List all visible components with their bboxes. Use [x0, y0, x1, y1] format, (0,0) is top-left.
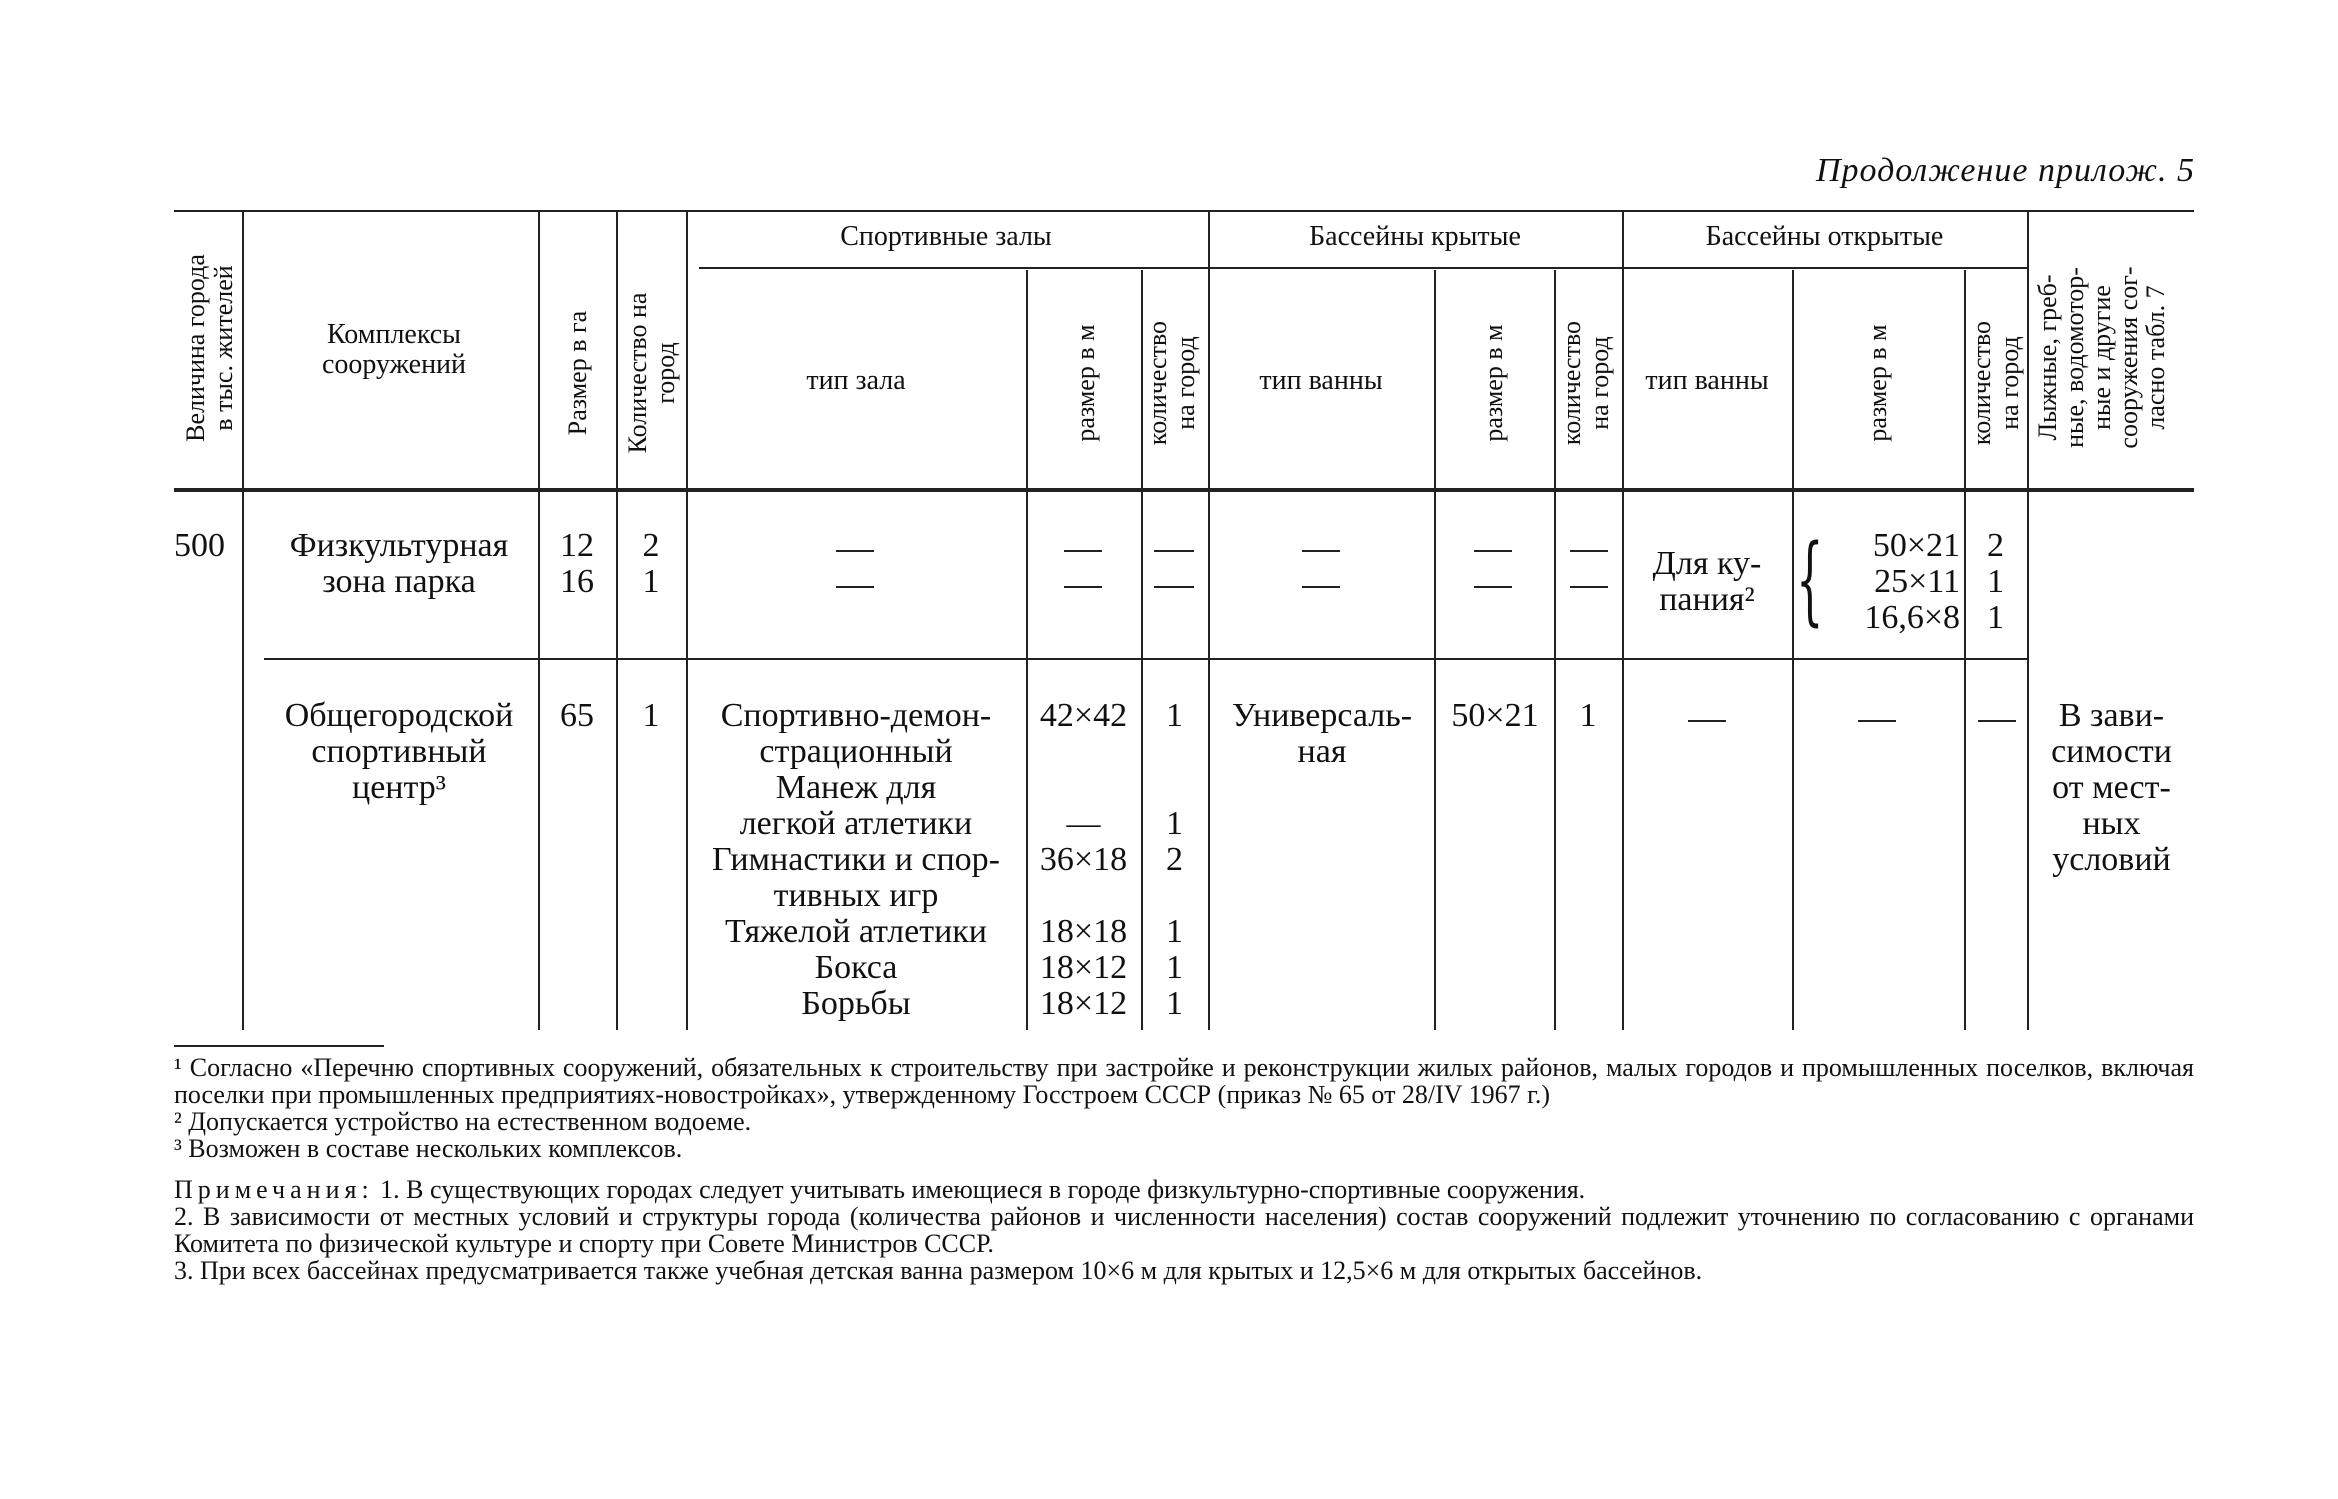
center-indoor-bath-type: Универсаль- ная [1231, 697, 1413, 770]
center-hall-qty: 1 1 2 1 1 1 [1166, 697, 1183, 1022]
center-indoor-qty: 1 [1579, 697, 1597, 734]
dash-mark [1154, 550, 1194, 552]
footnote-3: ³ Возможен в составе нескольких комплексов. [174, 1134, 683, 1163]
col-divider [242, 210, 244, 1030]
header-city-size: Величина города в тыс. жителей [181, 254, 238, 442]
center-complex-name: Общегородской спортивный центр³ [284, 697, 514, 806]
footnote-2: ² Допускается устройство на естественном водоеме. [174, 1107, 752, 1136]
col-divider [616, 210, 618, 1030]
dash-mark [1302, 550, 1340, 552]
header-outdoor-qty: количество на город [1967, 320, 2024, 446]
col-divider [538, 210, 540, 1030]
center-size-ga: 65 [560, 697, 594, 734]
notes-label: Примечания: [174, 1175, 374, 1204]
park-qty: 2 1 [642, 527, 660, 600]
note-3: 3. При всех бассейнах предусматривается также учебная детская ванна размером 10×6 м для крытых и 12,5×6 м для открытых бассейнов. [174, 1256, 1703, 1285]
note-2: 2. В зависимости от местных условий и структуры города (количества районов и численности населения) состав сооружений подлежит уточнению по согласованию с органами Комитета по физической культуре и спорту при Совете Министров СССР. [174, 1202, 2194, 1258]
dash-mark [1858, 720, 1896, 722]
header-outdoor-bath-type: тип ванны [1645, 365, 1769, 396]
col-divider [1434, 270, 1436, 1030]
dash-mark [1064, 586, 1102, 588]
dash-mark [1064, 550, 1102, 552]
col-divider [1964, 270, 1966, 1030]
notes [174, 1176, 2194, 1284]
col-divider [2027, 210, 2029, 1030]
center-hall-sizes: 42×42 — 36×18 18×18 18×12 18×12 [1039, 697, 1128, 1022]
header-hall-qty: количество на город [1143, 320, 1200, 446]
center-qty: 1 [642, 697, 660, 734]
header-sport-halls: Спортивные залы [840, 221, 1052, 252]
header-indoor-qty: количество на город [1557, 320, 1614, 446]
col-divider [1792, 270, 1794, 1030]
sports-facilities-table [174, 210, 2194, 1035]
dash-mark [1474, 550, 1512, 552]
col-divider [1622, 210, 1624, 1030]
note-1: 1. В существующих городах следует учитывать имеющиеся в городе физкультурно-спортивные сооружения. [380, 1175, 1586, 1204]
header-hall-size: размер в м [1071, 324, 1100, 442]
dash-mark [1474, 586, 1512, 588]
dash-mark [1570, 586, 1608, 588]
col-divider [1208, 210, 1210, 1030]
brace-icon: { [1796, 524, 1824, 636]
dash-mark [836, 586, 874, 588]
header-indoor-bath-type: тип ванны [1259, 365, 1383, 396]
dash-mark [1302, 586, 1340, 588]
center-hall-types: Спортивно-демон- страционный Манеж для легкой атлетики Гимнастики и спор- тивных игр Тяжелой атлетики Бокса Борьбы [711, 697, 1001, 1022]
page-heading: Продолжение прилож. 5 [1815, 152, 2195, 189]
header-outdoor-pools: Бассейны открытые [1705, 221, 1944, 252]
header-indoor-pools: Бассейны крытые [1309, 221, 1521, 252]
park-outdoor-qty: 2 1 1 [1987, 527, 2004, 636]
park-complex-name: Физкультурная зона парка [289, 527, 509, 600]
header-complexes: Комплексы сооружений [321, 319, 467, 380]
header-bottom-rule [174, 488, 2194, 492]
center-indoor-size: 50×21 [1451, 697, 1539, 734]
group-header-rule [699, 267, 2029, 269]
footnote-1: ¹ Согласно «Перечню спортивных сооружений, обязательных к строительству при застройке и реконструкции жилых районов, малых городов и промышленных поселков, включая поселки при промышленных предприятиях-новостройках», утвержденному Госстроем СССР (приказ № 65 от 28/IV 1967 г.) [174, 1053, 2194, 1109]
header-indoor-size: размер в м [1479, 324, 1508, 442]
dash-mark [1688, 720, 1726, 722]
header-size-ga: Размер в га [563, 310, 592, 436]
dash-mark [1978, 720, 2016, 722]
footnotes [174, 1040, 2194, 1284]
col-divider [1554, 270, 1556, 1030]
header-qty-per-city: Количество на город [623, 292, 680, 454]
header-hall-type: тип зала [806, 365, 906, 396]
park-outdoor-bath-type: Для ку- пания² [1652, 545, 1762, 618]
dash-mark [836, 550, 874, 552]
table-top-rule [174, 210, 2194, 212]
park-size-ga: 12 16 [560, 527, 594, 600]
header-outdoor-size: размер в м [1863, 324, 1892, 442]
dash-mark [1154, 586, 1194, 588]
header-other-facilities: Лыжные, греб- ные, водомотор- ные и другие сооружения сог- ласно табл. 7 [2033, 266, 2170, 449]
city-size-value: 500 [174, 527, 225, 564]
park-outdoor-sizes: 50×21 25×11 16,6×8 [1864, 527, 1960, 636]
dash-mark [1570, 550, 1608, 552]
row-separator-rule [264, 658, 2029, 660]
center-other-facilities: В зави- симости от мест- ных условий [2051, 697, 2172, 878]
